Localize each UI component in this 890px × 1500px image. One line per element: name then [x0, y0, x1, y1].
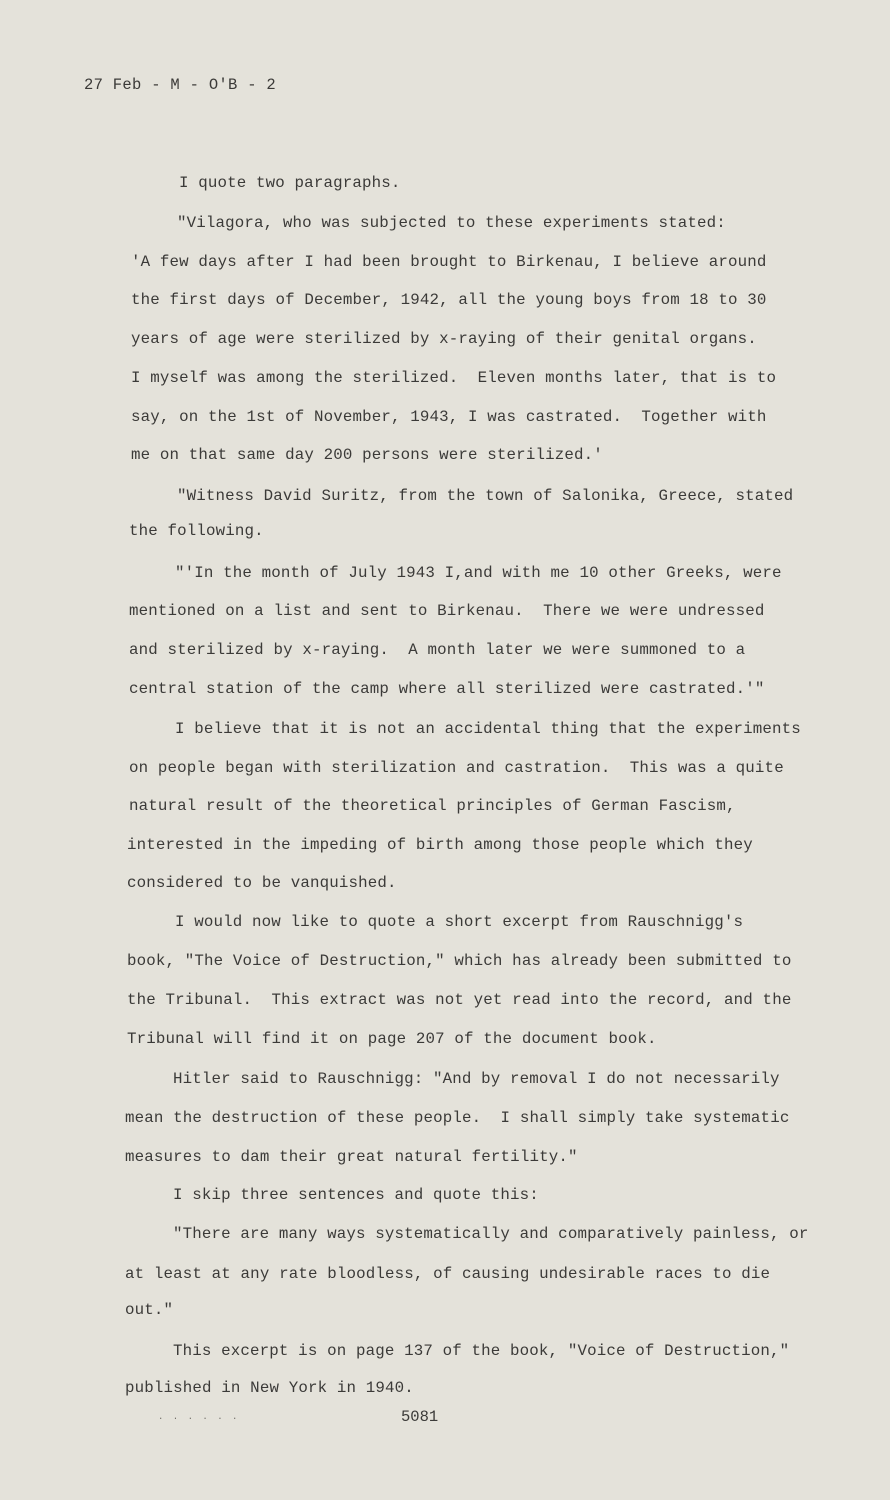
- text-line: 'A few days after I had been brought to Birkenau, I believe around: [131, 253, 767, 271]
- text-line: mean the destruction of these people. I shall simply take systematic: [125, 1109, 790, 1127]
- text-line: natural result of the theoretical principles of German Fascism,: [129, 797, 736, 815]
- text-line: This excerpt is on page 137 of the book, "Voice of Destruction,": [173, 1342, 790, 1360]
- text-line: considered to be vanquished.: [127, 874, 397, 892]
- text-line: the first days of December, 1942, all the young boys from 18 to 30: [131, 291, 767, 309]
- text-line: on people began with sterilization and castration. This was a quite: [129, 759, 784, 777]
- page-number: 5081: [401, 1408, 439, 1426]
- text-line: I skip three sentences and quote this:: [173, 1186, 539, 1204]
- text-line: the Tribunal. This extract was not yet read into the record, and the: [127, 991, 792, 1009]
- text-line: say, on the 1st of November, 1943, I was castrated. Together with: [131, 408, 767, 426]
- text-line: book, "The Voice of Destruction," which has already been submitted to: [127, 952, 792, 970]
- text-line: the following.: [129, 522, 264, 540]
- text-line: "Witness David Suritz, from the town of Salonika, Greece, stated: [177, 487, 794, 505]
- text-line: I myself was among the sterilized. Eleven months later, that is to: [131, 369, 777, 387]
- text-line: I would now like to quote a short excerpt from Rauschnigg's: [175, 913, 744, 931]
- text-line: published in New York in 1940.: [125, 1379, 414, 1397]
- text-line: Tribunal will find it on page 207 of the document book.: [127, 1030, 657, 1048]
- text-line: I believe that it is not an accidental thing that the experiments: [175, 720, 801, 738]
- text-line: "There are many ways systematically and comparatively painless, or: [173, 1225, 809, 1243]
- text-line: "Vilagora, who was subjected to these experiments stated:: [177, 214, 726, 232]
- text-line: and sterilized by x-raying. A month later we were summoned to a: [129, 641, 746, 659]
- text-line: Hitler said to Rauschnigg: "And by removal I do not necessarily: [173, 1070, 780, 1088]
- text-line: interested in the impeding of birth among those people which they: [127, 836, 753, 854]
- text-line: out.": [125, 1301, 174, 1319]
- page-header: 27 Feb - M - O'B - 2: [84, 76, 277, 94]
- ink-smudge: · · · · · ·: [158, 1414, 240, 1424]
- text-line: at least at any rate bloodless, of causing undesirable races to die: [125, 1265, 771, 1283]
- text-line: mentioned on a list and sent to Birkenau. There we were undressed: [129, 602, 765, 620]
- text-line: central station of the camp where all sterilized were castrated.'": [129, 680, 765, 698]
- text-line: measures to dam their great natural fertility.": [125, 1148, 578, 1166]
- text-line: "'In the month of July 1943 I,and with me 10 other Greeks, were: [175, 564, 782, 582]
- text-line: years of age were sterilized by x-raying of their genital organs.: [131, 330, 757, 348]
- text-line: me on that same day 200 persons were sterilized.': [131, 446, 603, 464]
- text-line: I quote two paragraphs.: [179, 174, 401, 192]
